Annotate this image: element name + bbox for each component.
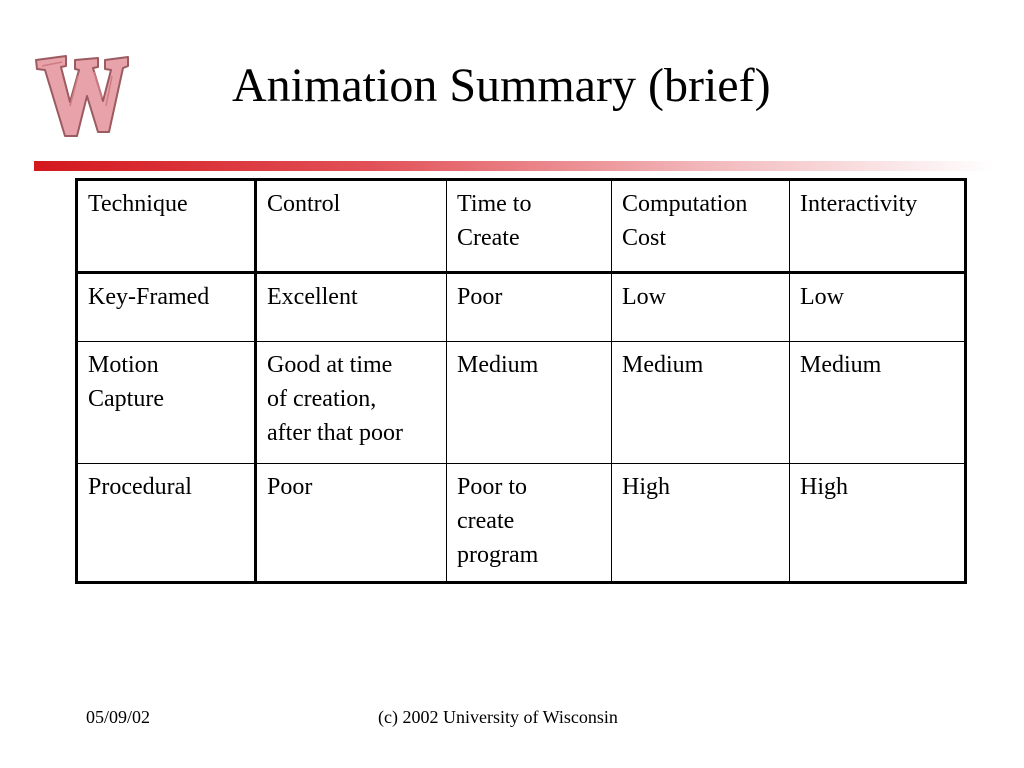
table-row (77, 273, 966, 342)
cell-control: Excellent (267, 284, 358, 310)
cell-time-to-create: Poor (457, 284, 503, 310)
cell-computation-cost: High (622, 474, 670, 500)
table-header-row (77, 180, 966, 273)
header-cell (447, 180, 612, 273)
cell-interactivity: High (800, 474, 848, 500)
table-cell (790, 342, 966, 464)
cell-time-to-create: Medium (457, 352, 539, 378)
header-technique: Technique (88, 191, 188, 217)
header-cell (77, 180, 256, 273)
table-cell (77, 464, 256, 583)
cell-interactivity: Low (800, 284, 844, 310)
table-cell (612, 464, 790, 583)
table-cell (77, 273, 256, 342)
wisconsin-w-logo-icon (32, 46, 132, 142)
animation-summary-table (75, 178, 967, 584)
header-control: Control (267, 191, 341, 217)
table-cell (790, 273, 966, 342)
header-computation-cost: Computation Cost (622, 191, 748, 251)
header-interactivity: Interactivity (800, 191, 918, 217)
cell-computation-cost: Medium (622, 352, 704, 378)
cell-time-to-create: Poor to create program (457, 474, 539, 568)
table-cell (612, 342, 790, 464)
table-cell (447, 464, 612, 583)
cell-technique: Procedural (88, 474, 192, 500)
table-cell (256, 464, 447, 583)
table-row (77, 342, 966, 464)
cell-computation-cost: Low (622, 284, 666, 310)
table-row (77, 464, 966, 583)
slide-title: Animation Summary (brief) (232, 59, 771, 112)
header-cell (790, 180, 966, 273)
table-cell (447, 273, 612, 342)
cell-interactivity: Medium (800, 352, 882, 378)
table-cell (77, 342, 256, 464)
footer-copyright: (c) 2002 University of Wisconsin (378, 707, 618, 727)
header-cell (256, 180, 447, 273)
footer-date: 05/09/02 (86, 707, 151, 727)
cell-technique: Motion Capture (88, 352, 164, 412)
header-time-to-create: Time to Create (457, 191, 532, 251)
cell-control: Poor (267, 474, 313, 500)
table-cell (256, 342, 447, 464)
table-cell (790, 464, 966, 583)
table-cell (256, 273, 447, 342)
header-cell (612, 180, 790, 273)
cell-technique: Key-Framed (88, 284, 210, 310)
table-cell (612, 273, 790, 342)
cell-control: Good at time of creation, after that poor (267, 352, 403, 446)
table-cell (447, 342, 612, 464)
title-divider (34, 161, 994, 171)
